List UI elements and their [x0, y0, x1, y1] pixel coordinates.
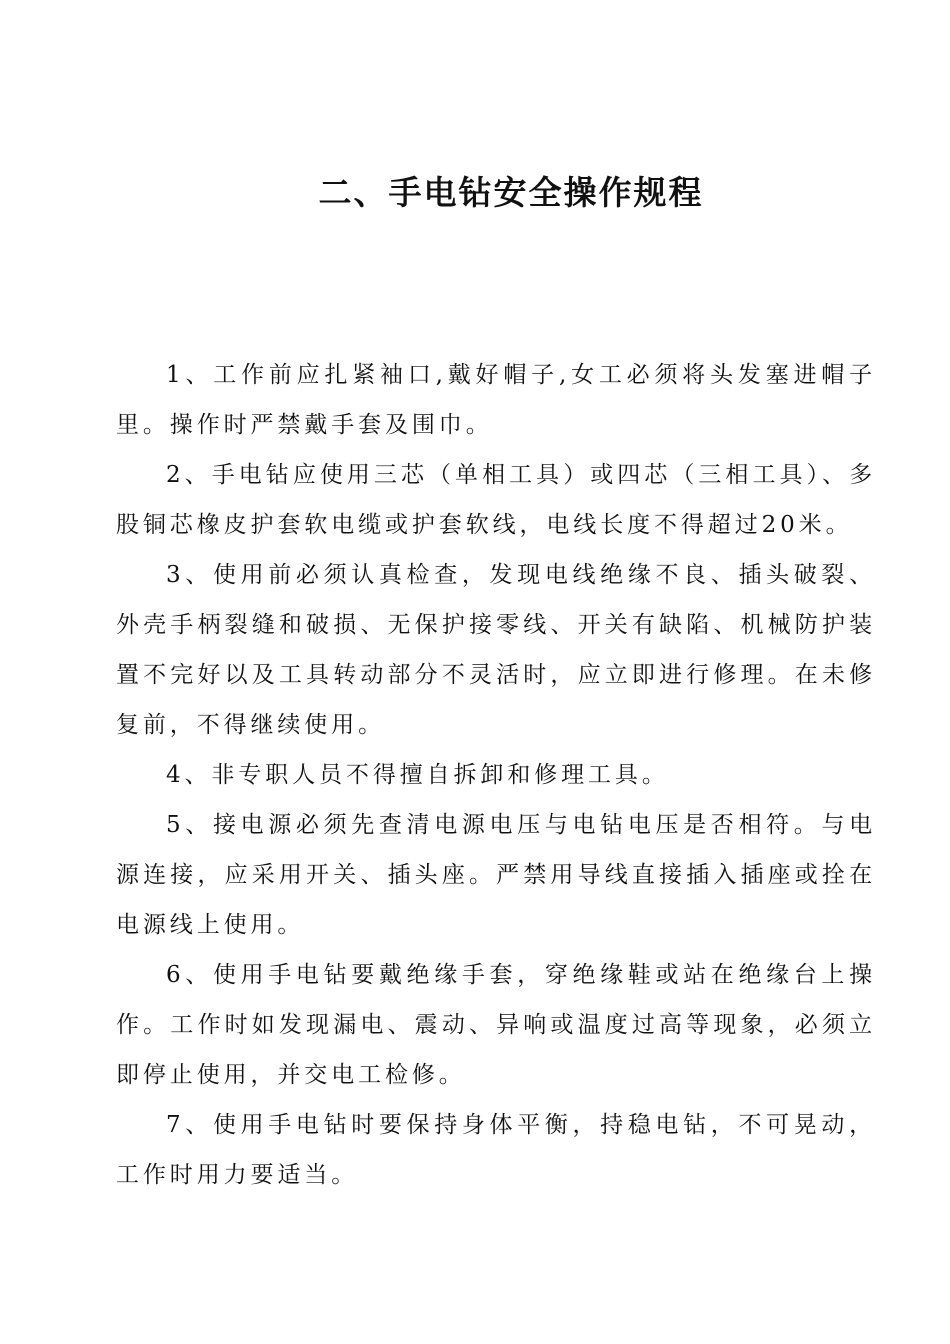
paragraph-3: 3、使用前必须认真检查，发现电线绝缘不良、插头破裂、外壳手柄裂缝和破损、无保护接零线、开关有缺陷、机械防护装置不完好以及工具转动部分不灵活时，应立即进行修理。在未修复前，不得继续使用。: [116, 562, 876, 738]
paragraph-2: 2、手电钻应使用三芯（单相工具）或四芯（三相工具）、多股铜芯橡皮护套软电缆或护套软线，电线长度不得超过20米。: [116, 462, 876, 538]
paragraph-4: 4、非专职人员不得擅自拆卸和修理工具。: [166, 762, 669, 788]
document-body: [116, 350, 876, 1200]
paragraph-7: 7、使用手电钻时要保持身体平衡，持稳电钻，不可晃动，工作时用力要适当。: [116, 1112, 876, 1188]
paragraph-1: 1、工作前应扎紧袖口,戴好帽子,女工必须将头发塞进帽子里。操作时严禁戴手套及围巾。: [116, 362, 876, 438]
paragraph-6: 6、使用手电钻要戴绝缘手套，穿绝缘鞋或站在绝缘台上操作。工作时如发现漏电、震动、异响或温度过高等现象，必须立即停止使用，并交电工检修。: [116, 962, 876, 1088]
paragraph-5: 5、接电源必须先查清电源电压与电钻电压是否相符。与电源连接，应采用开关、插头座。严禁用导线直接插入插座或拴在电源线上使用。: [116, 812, 876, 938]
document-title: 二、手电钻安全操作规程: [318, 173, 704, 212]
